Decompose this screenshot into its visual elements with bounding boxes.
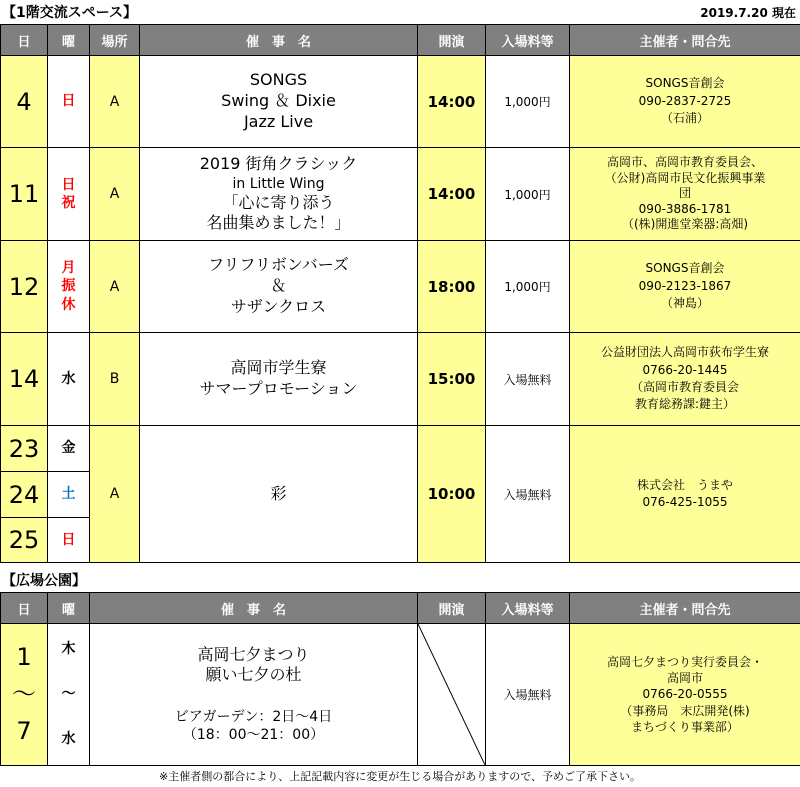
as-of-date: 2019.7.20 現在: [700, 6, 796, 20]
schedule-table-first-floor: [0, 24, 800, 563]
day-cell: 12: [1, 241, 48, 333]
day-cell: 11: [1, 148, 48, 241]
schedule-table-plaza: [0, 592, 800, 766]
time-cell: 10:00: [418, 426, 486, 563]
place-cell: B: [90, 333, 140, 426]
event-cell: フリフリボンバーズ ＆ サザンクロス: [140, 241, 418, 333]
day-cell: 14: [1, 333, 48, 426]
place-cell: A: [90, 241, 140, 333]
header-day: 日: [1, 593, 48, 624]
event-cell: 2019 街角クラシック in Little Wing 「心に寄り添う 名曲集めました！」: [140, 148, 418, 241]
organizer-cell: 高岡七夕まつり実行委員会・ 高岡市 0766-20-0555 （事務局 末広開発(株) まちづくり事業部）: [570, 624, 800, 766]
header-event: 催 事 名: [140, 25, 418, 56]
footnote: ※主催者側の都合により、上記記載内容に変更が生じる場合がありますので、予めご了承下さい。: [159, 770, 641, 783]
header-day: 日: [1, 25, 48, 56]
time-cell: 18:00: [418, 241, 486, 333]
weekday-cell: 日 祝: [48, 148, 90, 241]
time-cell: 15:00: [418, 333, 486, 426]
organizer-cell: SONGS音創会 090-2837-2725 （石浦）: [570, 56, 800, 148]
diagonal-slash: [418, 624, 485, 765]
fee-cell: 入場無料: [486, 624, 570, 766]
fee-cell: 1,000円: [486, 148, 570, 241]
fee-cell: 1,000円: [486, 241, 570, 333]
weekday-cell: 土: [48, 472, 90, 518]
header-organizer: 主催者・問合先: [570, 25, 800, 56]
organizer-cell: SONGS音創会 090-2123-1867 （神島）: [570, 241, 800, 333]
fee-cell: 1,000円: [486, 56, 570, 148]
header-fee: 入場料等: [486, 593, 570, 624]
event-cell: 高岡七夕まつり 願い七夕の杜 ビアガーデン：2日～4日 （18：00～21：00）: [90, 624, 418, 766]
table-row: [1, 148, 800, 241]
place-cell: A: [90, 148, 140, 241]
header-weekday: 曜: [48, 25, 90, 56]
table-header: [1, 25, 800, 56]
table-row: [1, 241, 800, 333]
header-time: 開演: [418, 25, 486, 56]
table-row: [1, 624, 800, 766]
header-organizer: 主催者・問合先: [570, 593, 800, 624]
fee-cell: 入場無料: [486, 426, 570, 563]
time-cell: 14:00: [418, 148, 486, 241]
organizer-cell: 高岡市、高岡市教育委員会、 （公財)高岡市民文化振興事業 団 090-3886-1781 （(株)開進堂楽器:高畑): [570, 148, 800, 241]
weekday-cell: 水: [48, 333, 90, 426]
day-cell: 4: [1, 56, 48, 148]
time-cell-empty: [418, 624, 486, 766]
event-cell: 彩: [140, 426, 418, 563]
organizer-cell: 公益財団法人高岡市荻布学生寮 0766-20-1445 （高岡市教育委員会 教育総務課:鍵主）: [570, 333, 800, 426]
weekday-cell: 木 ～ 水: [48, 624, 90, 766]
table-row: [1, 56, 800, 148]
place-cell: A: [90, 426, 140, 563]
event-cell: SONGS Swing ＆ Dixie Jazz Live: [140, 56, 418, 148]
section-title-plaza: 【広場公園】: [2, 573, 86, 589]
header-weekday: 曜: [48, 593, 90, 624]
day-cell: 24: [1, 472, 48, 518]
table-row: [1, 333, 800, 426]
header-fee: 入場料等: [486, 25, 570, 56]
weekday-cell: 月 振 休: [48, 241, 90, 333]
table-header: [1, 593, 800, 624]
header-time: 開演: [418, 593, 486, 624]
time-cell: 14:00: [418, 56, 486, 148]
day-cell: 23: [1, 426, 48, 472]
day-cell: 25: [1, 518, 48, 563]
header-event: 催 事 名: [90, 593, 418, 624]
event-cell: 高岡市学生寮 サマープロモーション: [140, 333, 418, 426]
table-row: [1, 426, 800, 472]
section-title-first-floor: 【1階交流スペース】: [2, 5, 138, 21]
place-cell: A: [90, 56, 140, 148]
day-cell: 1 ～ 7: [1, 624, 48, 766]
header-place: 場所: [90, 25, 140, 56]
weekday-cell: 日: [48, 518, 90, 563]
weekday-cell: 日: [48, 56, 90, 148]
organizer-cell: 株式会社 うまや 076-425-1055: [570, 426, 800, 563]
weekday-cell: 金: [48, 426, 90, 472]
fee-cell: 入場無料: [486, 333, 570, 426]
